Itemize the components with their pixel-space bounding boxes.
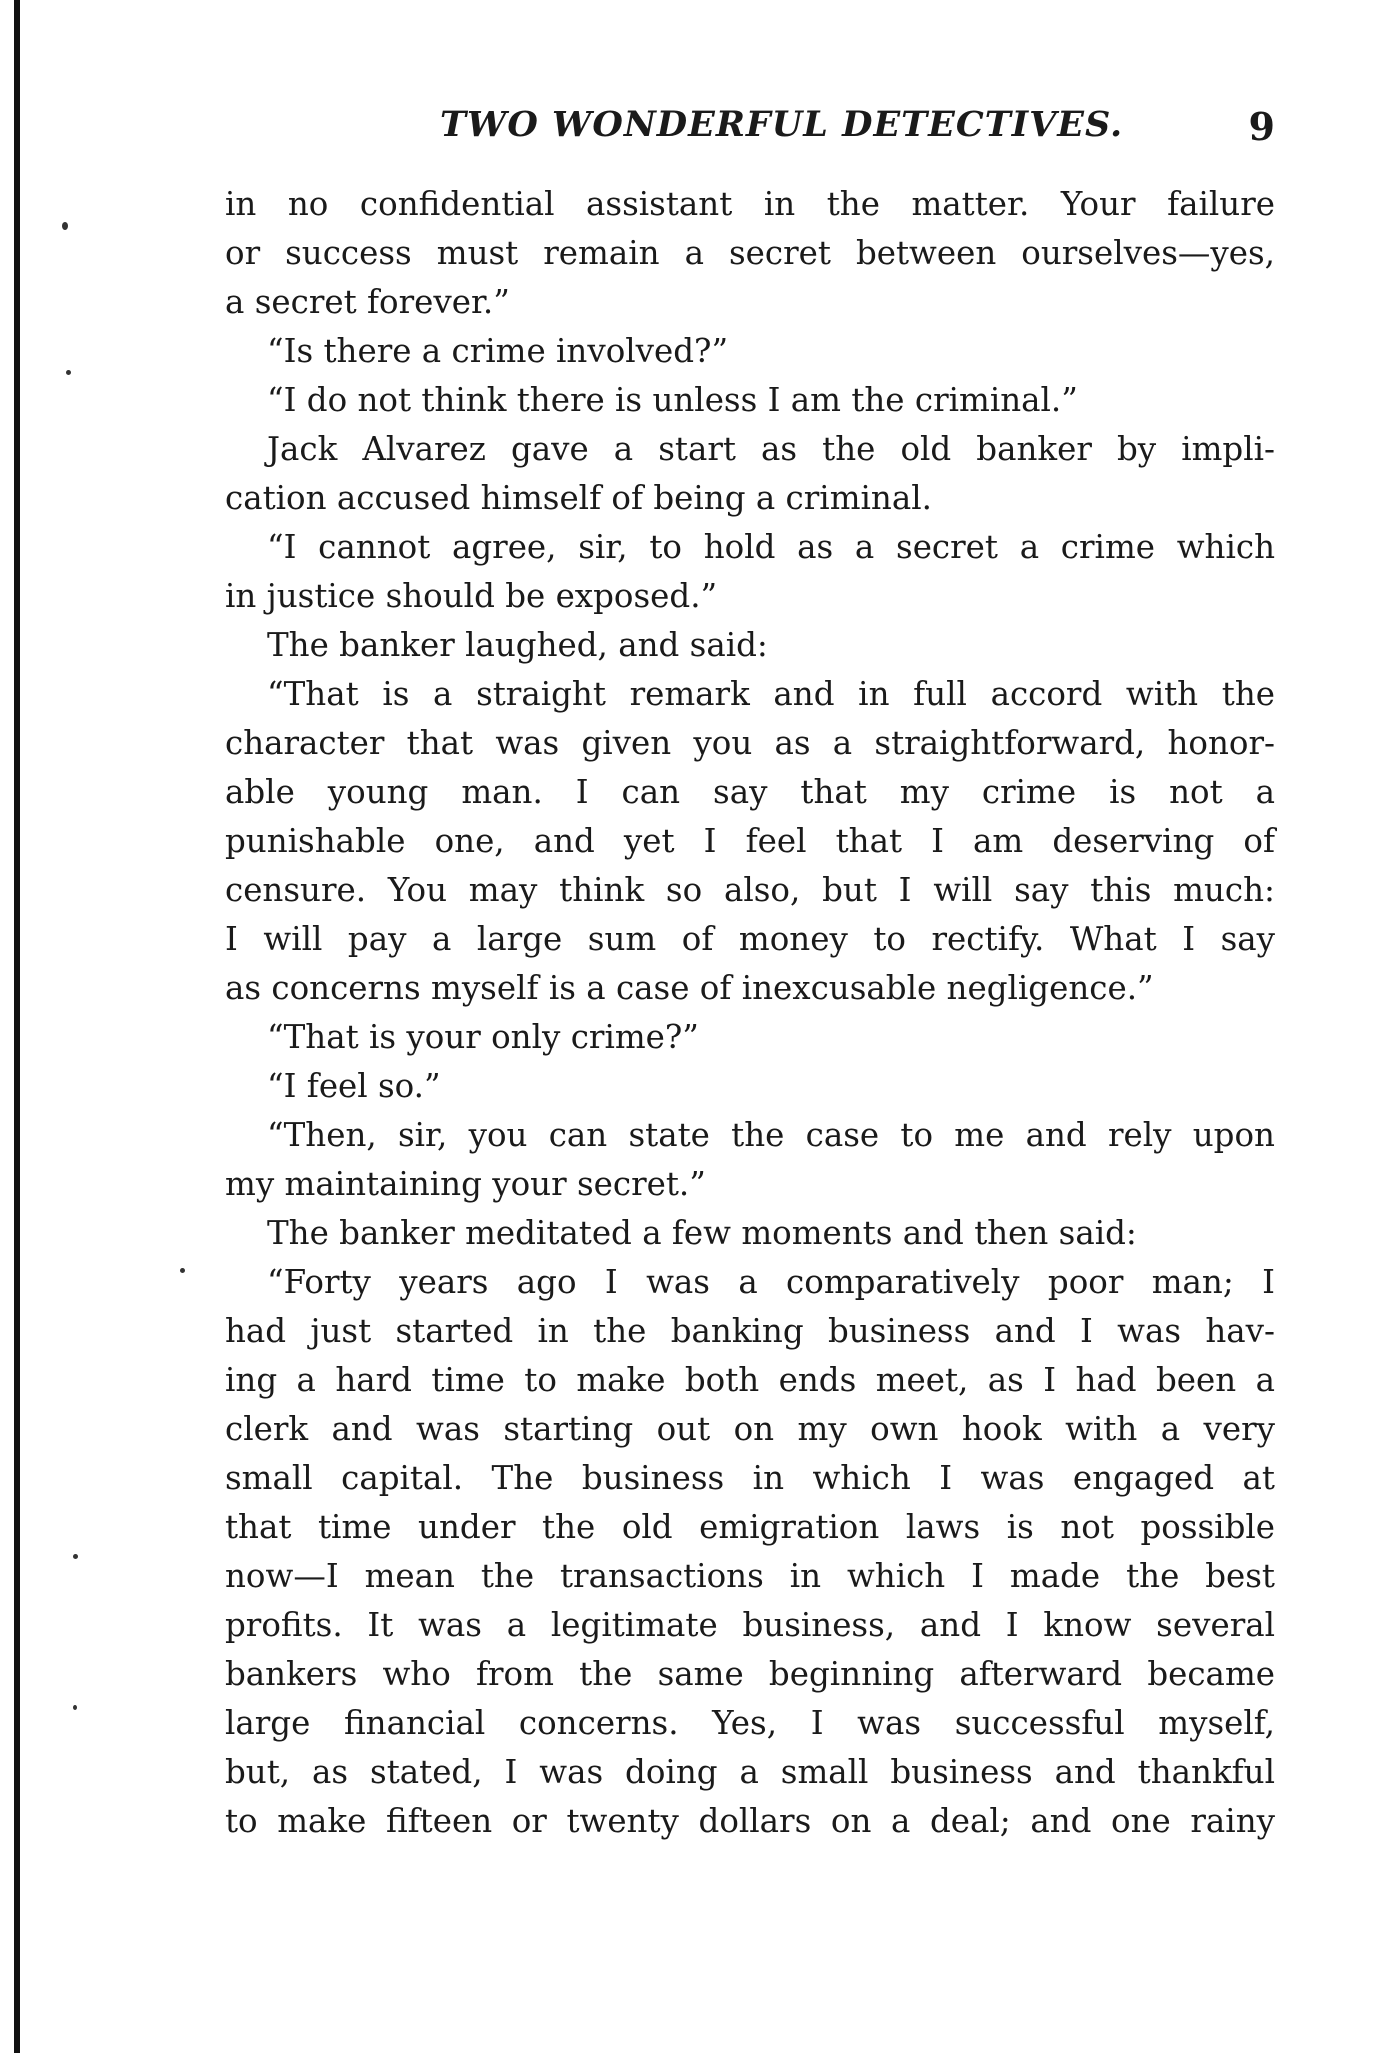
text-line: Jack Alvarez gave a start as the old banker by impli-	[267, 430, 1275, 468]
text-line: as concerns myself is a case of inexcusable negligence.”	[225, 969, 1154, 1007]
text-line: “That is a straight remark and in full accord with the	[267, 675, 1275, 713]
text-line: in no confidential assistant in the matter. Your failure	[225, 185, 1275, 223]
text-line: able young man. I can say that my crime is not a	[225, 773, 1275, 811]
page-number: 9	[1248, 104, 1275, 149]
print-speck	[62, 222, 68, 230]
print-speck	[73, 1705, 77, 1710]
text-line: “Is there a crime involved?”	[267, 332, 729, 370]
running-title: TWO WONDERFUL DETECTIVES.	[440, 104, 1124, 145]
text-line: or success must remain a secret between ourselves—yes,	[225, 234, 1275, 272]
text-line: “I feel so.”	[267, 1067, 441, 1105]
text-line: “I do not think there is unless I am the criminal.”	[267, 381, 1078, 419]
text-line: large financial concerns. Yes, I was successful myself,	[225, 1704, 1275, 1742]
text-line: The banker meditated a few moments and then said:	[267, 1214, 1137, 1252]
print-speck	[66, 370, 71, 375]
text-line: small capital. The business in which I was engaged at	[225, 1459, 1275, 1497]
text-line: but, as stated, I was doing a small business and thankful	[225, 1753, 1275, 1791]
text-line: my maintaining your secret.”	[225, 1165, 706, 1203]
text-line: cation accused himself of being a criminal.	[225, 479, 932, 517]
text-line: bankers who from the same beginning afterward became	[225, 1655, 1275, 1693]
page-header	[225, 98, 1275, 158]
text-line: had just started in the banking business and I was hav-	[225, 1312, 1275, 1350]
text-line: “I cannot agree, sir, to hold as a secret a crime which	[267, 528, 1275, 566]
text-line: now—I mean the transactions in which I made the best	[225, 1557, 1275, 1595]
text-line: in justice should be exposed.”	[225, 577, 718, 615]
print-speck	[73, 1554, 78, 1559]
text-line: clerk and was starting out on my own hook with a very	[225, 1410, 1275, 1448]
text-line: profits. It was a legitimate business, and I know several	[225, 1606, 1275, 1644]
print-speck	[180, 1268, 185, 1273]
text-line: to make fifteen or twenty dollars on a deal; and one rainy	[225, 1802, 1275, 1840]
text-line: character that was given you as a straightforward, honor-	[225, 724, 1275, 762]
text-line: punishable one, and yet I feel that I am deserving of	[225, 822, 1275, 860]
text-line: “Forty years ago I was a comparatively poor man; I	[267, 1263, 1275, 1301]
book-spine-edge	[14, 0, 20, 2053]
text-line: that time under the old emigration laws is not possible	[225, 1508, 1275, 1546]
page-body	[225, 180, 1275, 1846]
text-line: I will pay a large sum of money to rectify. What I say	[225, 920, 1275, 958]
text-line: a secret forever.”	[225, 283, 510, 321]
text-line: The banker laughed, and said:	[267, 626, 768, 664]
text-line: “That is your only crime?”	[267, 1018, 699, 1056]
text-line: censure. You may think so also, but I will say this much:	[225, 871, 1275, 909]
text-line: ing a hard time to make both ends meet, as I had been a	[225, 1361, 1275, 1399]
text-line: “Then, sir, you can state the case to me and rely upon	[267, 1116, 1275, 1154]
